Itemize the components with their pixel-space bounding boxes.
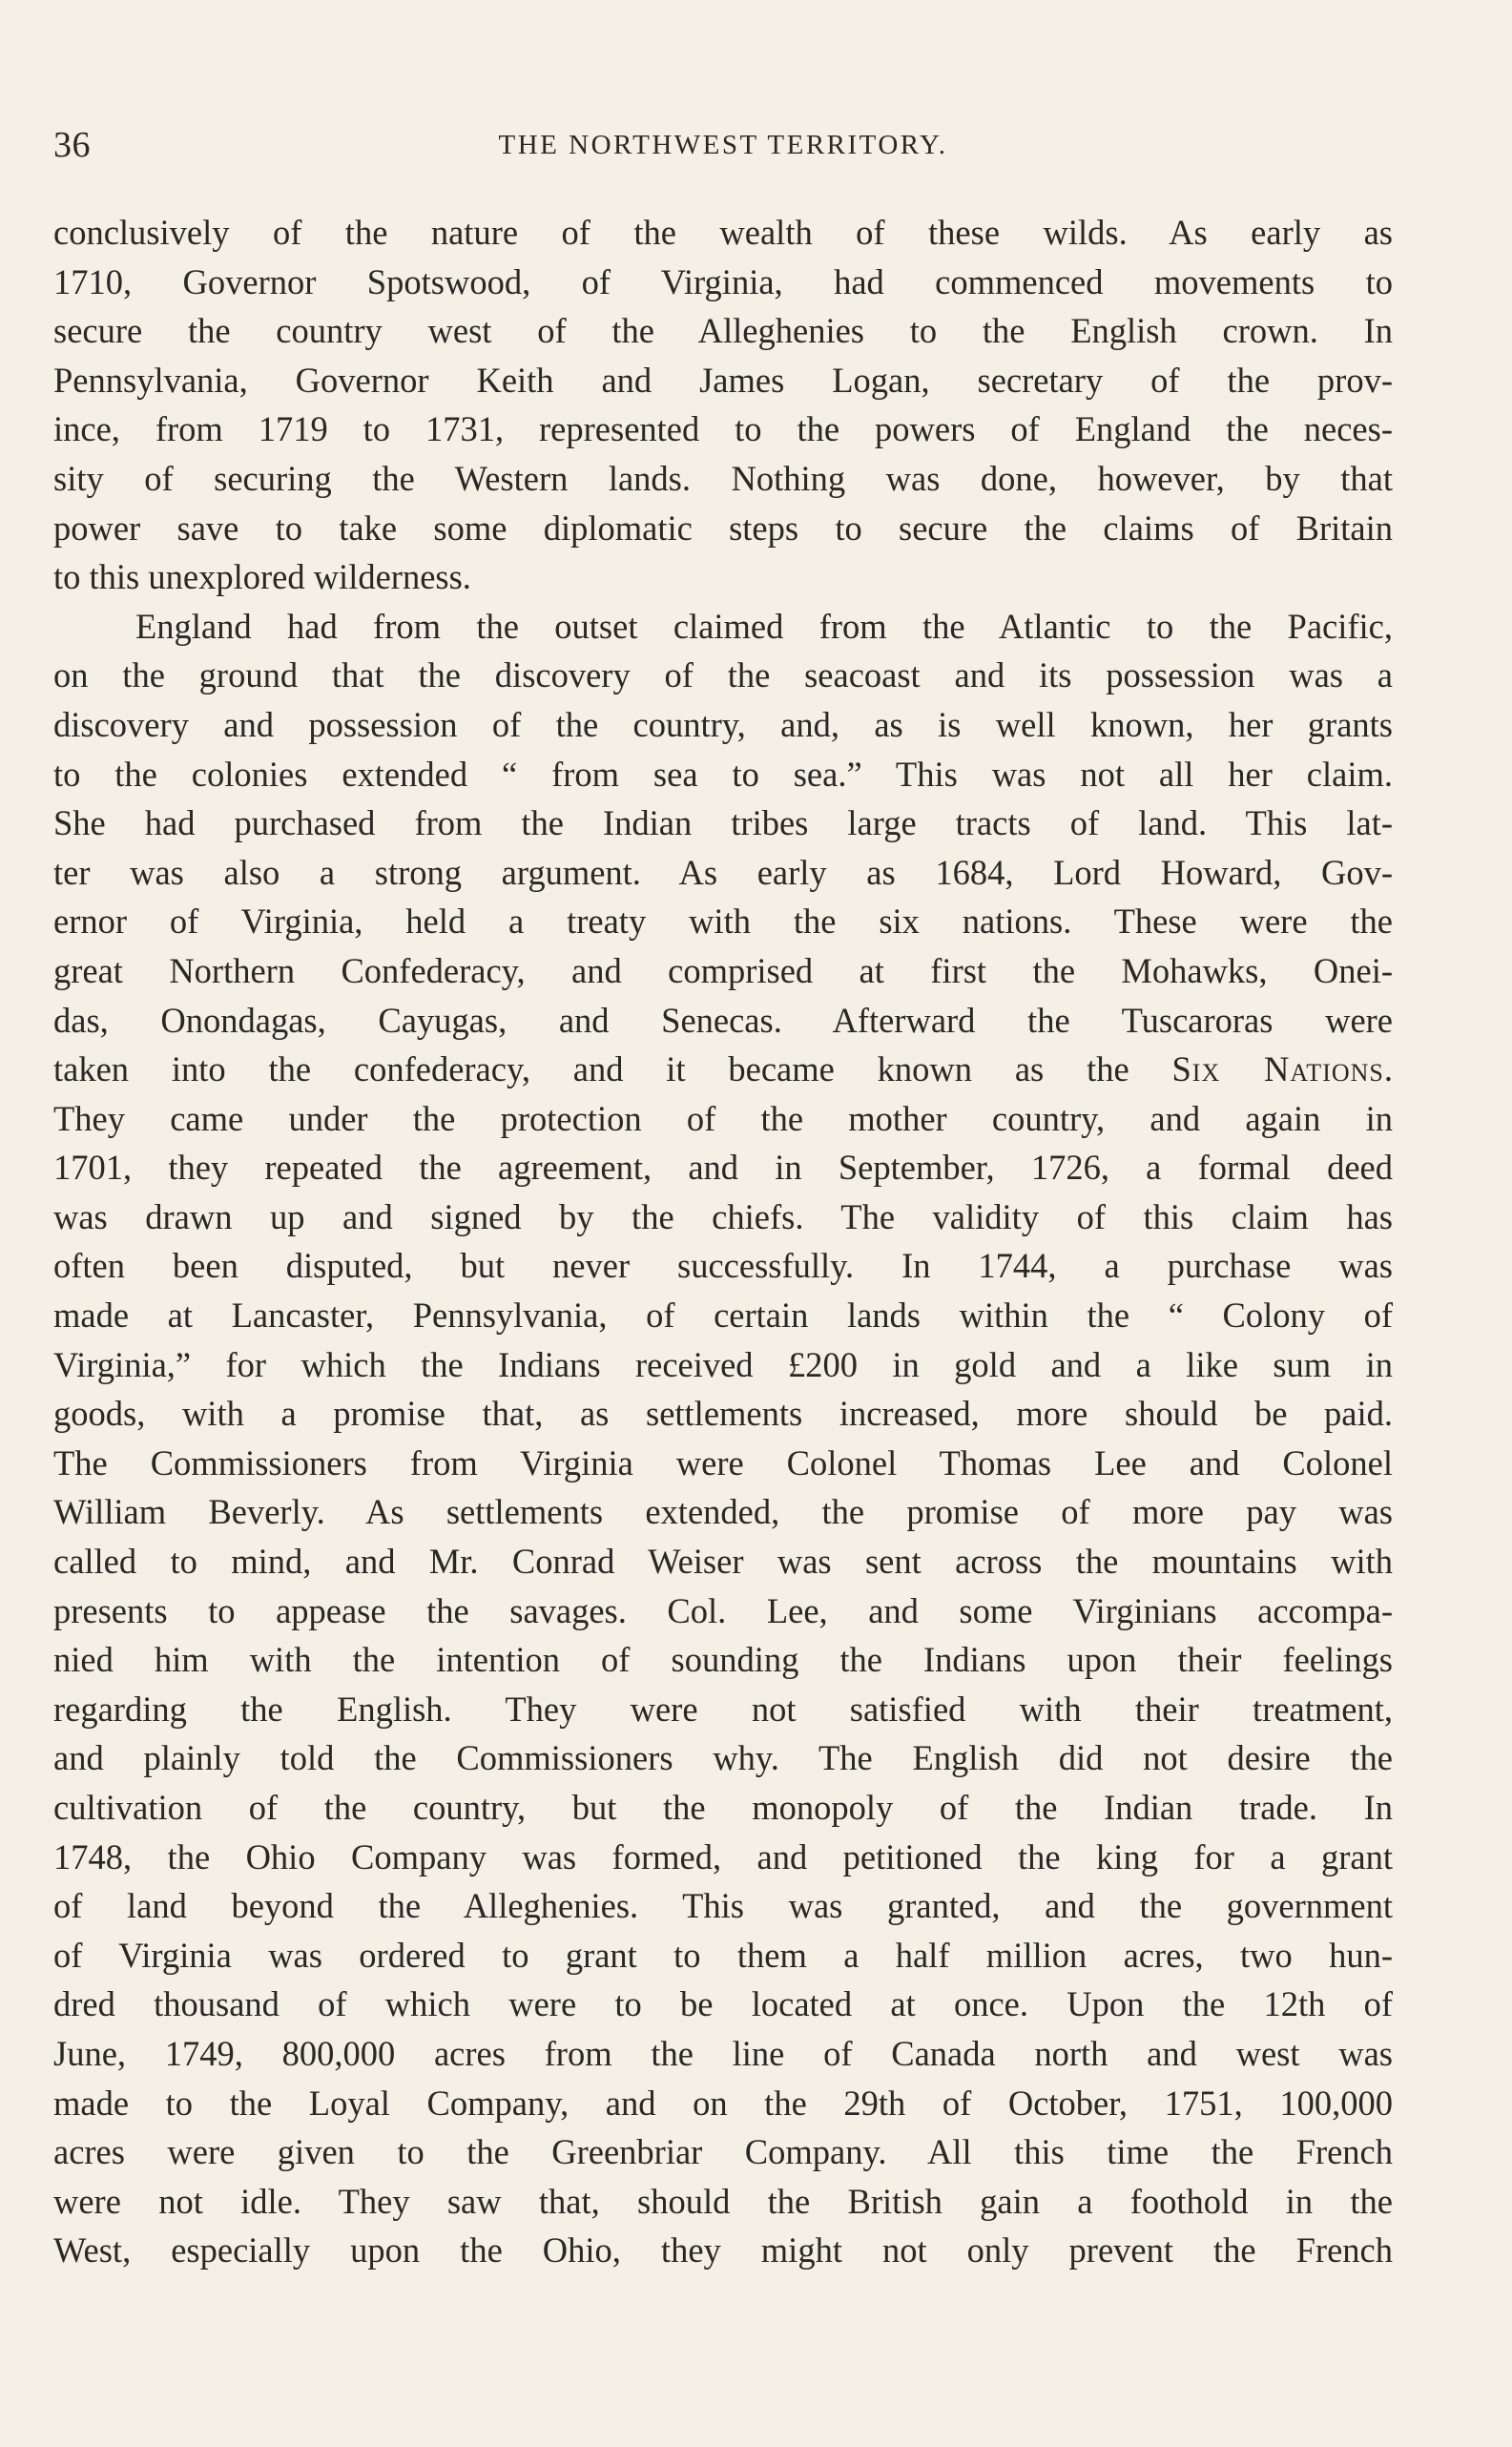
text-line: called to mind, and Mr. Conrad Weiser was sent across the mountains with <box>53 1542 1393 1582</box>
body-text <box>53 208 1393 2275</box>
text-line: made to the Loyal Company, and on the 29th of October, 1751, 100,000 <box>53 2083 1393 2123</box>
text-line: was drawn up and signed by the chiefs. The validity of this claim has <box>53 1196 1393 1236</box>
text-line: West, especially upon the Ohio, they might not only prevent the French <box>53 2230 1393 2271</box>
text-line: to this unexplored wilderness. <box>53 557 471 597</box>
text-line: 1710, Governor Spotswood, of Virginia, had commenced movements to <box>53 261 1393 301</box>
text-line: Virginia,” for which the Indians received £200 in gold and a like sum in <box>53 1344 1393 1384</box>
text-line: dred thousand of which were to be located at once. Upon the 12th of <box>53 1984 1393 2024</box>
text-line: sity of securing the Western lands. Nothing was done, however, by that <box>53 458 1393 498</box>
text-line: The Commissioners from Virginia were Colonel Thomas Lee and Colonel <box>53 1442 1393 1483</box>
text-line: on the ground that the discovery of the seacoast and its possession was a <box>53 655 1393 695</box>
text-line: 1748, the Ohio Company was formed, and petitioned the king for a grant <box>53 1836 1393 1877</box>
text-line: regarding the English. They were not satisfied with their treatment, <box>53 1689 1393 1729</box>
running-title: THE NORTHWEST TERRITORY. <box>498 130 948 160</box>
text-line: ter was also a strong argument. As early as 1684, Lord Howard, Gov- <box>53 852 1393 892</box>
text-line: acres were given to the Greenbriar Company. All this time the French <box>53 2132 1393 2172</box>
text-line: goods, with a promise that, as settlements increased, more should be paid. <box>53 1394 1393 1434</box>
text-line: and plainly told the Commissioners why. The English did not desire the <box>53 1738 1393 1778</box>
text-line: William Beverly. As settlements extended, the promise of more pay was <box>53 1492 1393 1532</box>
text-line: secure the country west of the Alleghenies to the English crown. In <box>53 311 1393 351</box>
text-line: June, 1749, 800,000 acres from the line of Canada north and west was <box>53 2033 1393 2073</box>
text-line: England had from the outset claimed from the Atlantic to the Pacific, <box>135 606 1393 646</box>
text-line: to the colonies extended “ from sea to sea.” This was not all her claim. <box>53 754 1393 794</box>
text-line: cultivation of the country, but the monopoly of the Indian trade. In <box>53 1788 1393 1827</box>
text-line: of land beyond the Alleghenies. This was granted, and the government <box>53 1886 1393 1926</box>
small-caps-term: Six Nations <box>1171 1049 1384 1089</box>
text-line: Pennsylvania, Governor Keith and James Logan, secretary of the prov- <box>53 360 1393 400</box>
text-line: made at Lancaster, Pennsylvania, of certain lands within the “ Colony of <box>53 1296 1393 1336</box>
page-number: 36 <box>53 125 91 165</box>
paragraph <box>53 602 1393 2275</box>
text-line: das, Onondagas, Cayugas, and Senecas. Afterward the Tuscaroras were <box>53 1000 1393 1040</box>
text-line: great Northern Confederacy, and comprised at first the Mohawks, Onei- <box>53 950 1393 990</box>
text-line: She had purchased from the Indian tribes large tracts of land. This lat- <box>53 803 1393 843</box>
page-header <box>53 124 1393 172</box>
text-line: taken into the confederacy, and it became known as the Six Nations. <box>53 1049 1393 1089</box>
text-line: ince, from 1719 to 1731, represented to the powers of England the neces- <box>53 409 1393 449</box>
text-line: 1701, they repeated the agreement, and in September, 1726, a formal deed <box>53 1148 1393 1188</box>
text-line: discovery and possession of the country, and, as is well known, her grants <box>53 704 1393 744</box>
text-line: power save to take some diplomatic steps to secure the claims of Britain <box>53 508 1393 548</box>
text-line: conclusively of the nature of the wealth of these wilds. As early as <box>53 213 1393 252</box>
text-line: often been disputed, but never successfully. In 1744, a purchase was <box>53 1246 1393 1286</box>
text-line: They came under the protection of the mother country, and again in <box>53 1098 1393 1138</box>
text-line: presents to appease the savages. Col. Lee, and some Virginians accompa- <box>53 1590 1393 1630</box>
text-line: were not idle. They saw that, should the British gain a foothold in the <box>53 2181 1393 2221</box>
paragraph <box>53 208 1393 602</box>
text-line: of Virginia was ordered to grant to them a half million acres, two hun- <box>53 1935 1393 1975</box>
text-line: ernor of Virginia, held a treaty with the six nations. These were the <box>53 902 1393 942</box>
text-line: nied him with the intention of sounding the Indians upon their feelings <box>53 1640 1393 1680</box>
